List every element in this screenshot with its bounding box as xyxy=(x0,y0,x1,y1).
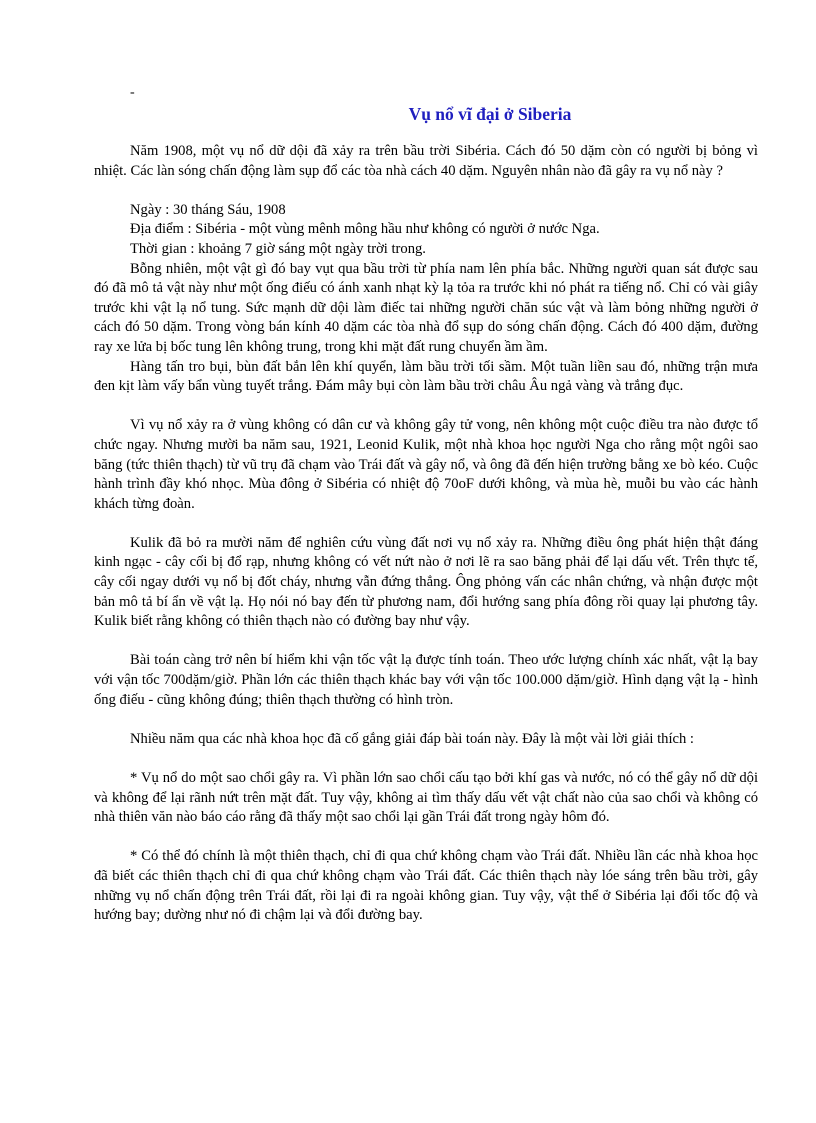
paragraph-comet-theory: * Vụ nổ do một sao chổi gây ra. Vì phần lớn sao chổi cấu tạo bởi khí gas và nước, nó có thể gây nổ dữ dội và không để lại rãnh nứt trên mặt đất. Tuy vậy, không ai tìm thấy dấu vết vật chất nào của sao chổi và không có nhà thiên văn nào báo cáo rằng đã thấy một sao chổi lại gần Trái đất trong ngày hôm đó. xyxy=(94,770,758,826)
paragraph-velocity: Bài toán càng trở nên bí hiểm khi vận tốc vật lạ được tính toán. Theo ước lượng chính xác nhất, vật lạ bay với vận tốc 700dặm/giờ. Phần lớn các thiên thạch khác bay với vận tốc 100.000 dặm/giờ. Hình dạng vật lạ - hình ống điếu - cũng không đúng; thiên thạch thường có hình tròn. xyxy=(94,652,758,708)
fact-time: Thời gian : khoảng 7 giờ sáng một ngày trời trong. xyxy=(130,240,426,257)
paragraph-investigation: Vì vụ nổ xảy ra ở vùng không có dân cư và không gây tử vong, nên không một cuộc điều tra nào được tổ chức ngay. Nhưng mười ba năm sau, 1921, Leonid Kulik, một nhà khoa học người Nga cho rằng một ngôi sao băng (tức thiên thạch) từ vũ trụ đã chạm vào Trái đất và gây nổ, và ông đã đến hiện trường bằng xe bò kéo. Cuộc hành trình đầy khó nhọc. Mùa đông ở Sibéria có nhiệt độ 70oF dưới không, và mùa hè, muỗi bu vào các hành khách từng đoàn. xyxy=(94,417,758,512)
document-page xyxy=(94,84,758,926)
page-title: Vụ nổ vĩ đại ở Siberia xyxy=(408,104,572,124)
paragraph-ash: Hàng tấn tro bụi, bùn đất bắn lên khí quyển, làm bầu trời tối sầm. Một tuần liền sau đó, những trận mưa đen kịt làm vấy bẩn vùng tuyết trắng. Đám mây bụi còn làm bầu trời châu Âu ngả vàng và trắng đục. xyxy=(94,358,758,395)
fact-place: Địa điểm : Sibéria - một vùng mênh mông hầu như không có người ở nước Nga. xyxy=(130,221,600,238)
dash-marker: - xyxy=(130,85,135,100)
intro-paragraph: Năm 1908, một vụ nổ dữ dội đã xảy ra trên bầu trời Sibéria. Cách đó 50 dặm còn có người bị bỏng vì nhiệt. Các làn sóng chấn động làm sụp đổ các tòa nhà cách 40 dặm. Nguyên nhân nào đã gây ra vụ nổ này ? xyxy=(94,143,758,179)
paragraph-meteor-theory: * Có thể đó chính là một thiên thạch, chỉ đi qua chứ không chạm vào Trái đất. Nhiều lần các nhà khoa học đã biết các thiên thạch chỉ đi qua chứ không chạm vào Trái đất. Các thiên thạch này lóe sáng trên bầu trời, gây những vụ nổ chấn động trên Trái đất, rồi lại đi ra ngoài không gian. Tuy vậy, vật thể ở Sibéria lại đổi tốc độ và hướng bay; dường như nó đi chậm lại và đổi đường bay. xyxy=(94,848,758,924)
paragraph-kulik: Kulik đã bỏ ra mười năm để nghiên cứu vùng đất nơi vụ nổ xảy ra. Những điều ông phát hiện thật đáng kinh ngạc - cây cối bị đổ rạp, nhưng không có vết nứt nào ở nơi lẽ ra sao băng phải để lại dấu vết. Trên thực tế, cây cối ngay dưới vụ nổ bị đốt cháy, nhưng vẫn đứng thẳng. Ông phỏng vấn các nhân chứng, và nhận được một bản mô tả bí ẩn về vật lạ. Họ nói nó bay đến từ phương nam, đổi hướng sang phía đông rồi quay lại phương tây. Kulik biết rằng không có thiên thạch nào có đường bay như vậy. xyxy=(94,534,758,630)
paragraph-explosion: Bỗng nhiên, một vật gì đó bay vụt qua bầu trời từ phía nam lên phía bắc. Những người quan sát được sau đó đã mô tả vật này như một ống điếu có ánh xanh nhạt kỳ lạ tỏa ra trước khi nó phát ra tiếng nổ. Chỉ có vài giây trước khi vật lạ nổ tung. Sức mạnh dữ dội làm điếc tai những người chăn súc vật và làm bỏng những người ở cách đó 50 dặm. Trong vòng bán kính 40 dặm các tòa nhà đổ sụp do sóng chấn động. Cách đó 400 dặm, đường ray xe lửa bị bốc tung lên không trung, trong khi mặt đất rung chuyển ầm ầm. xyxy=(94,260,758,355)
fact-date: Ngày : 30 tháng Sáu, 1908 xyxy=(130,201,286,218)
paragraph-explanations-intro: Nhiều năm qua các nhà khoa học đã cố gắng giải đáp bài toán này. Đây là một vài lời giải thích : xyxy=(130,730,694,747)
